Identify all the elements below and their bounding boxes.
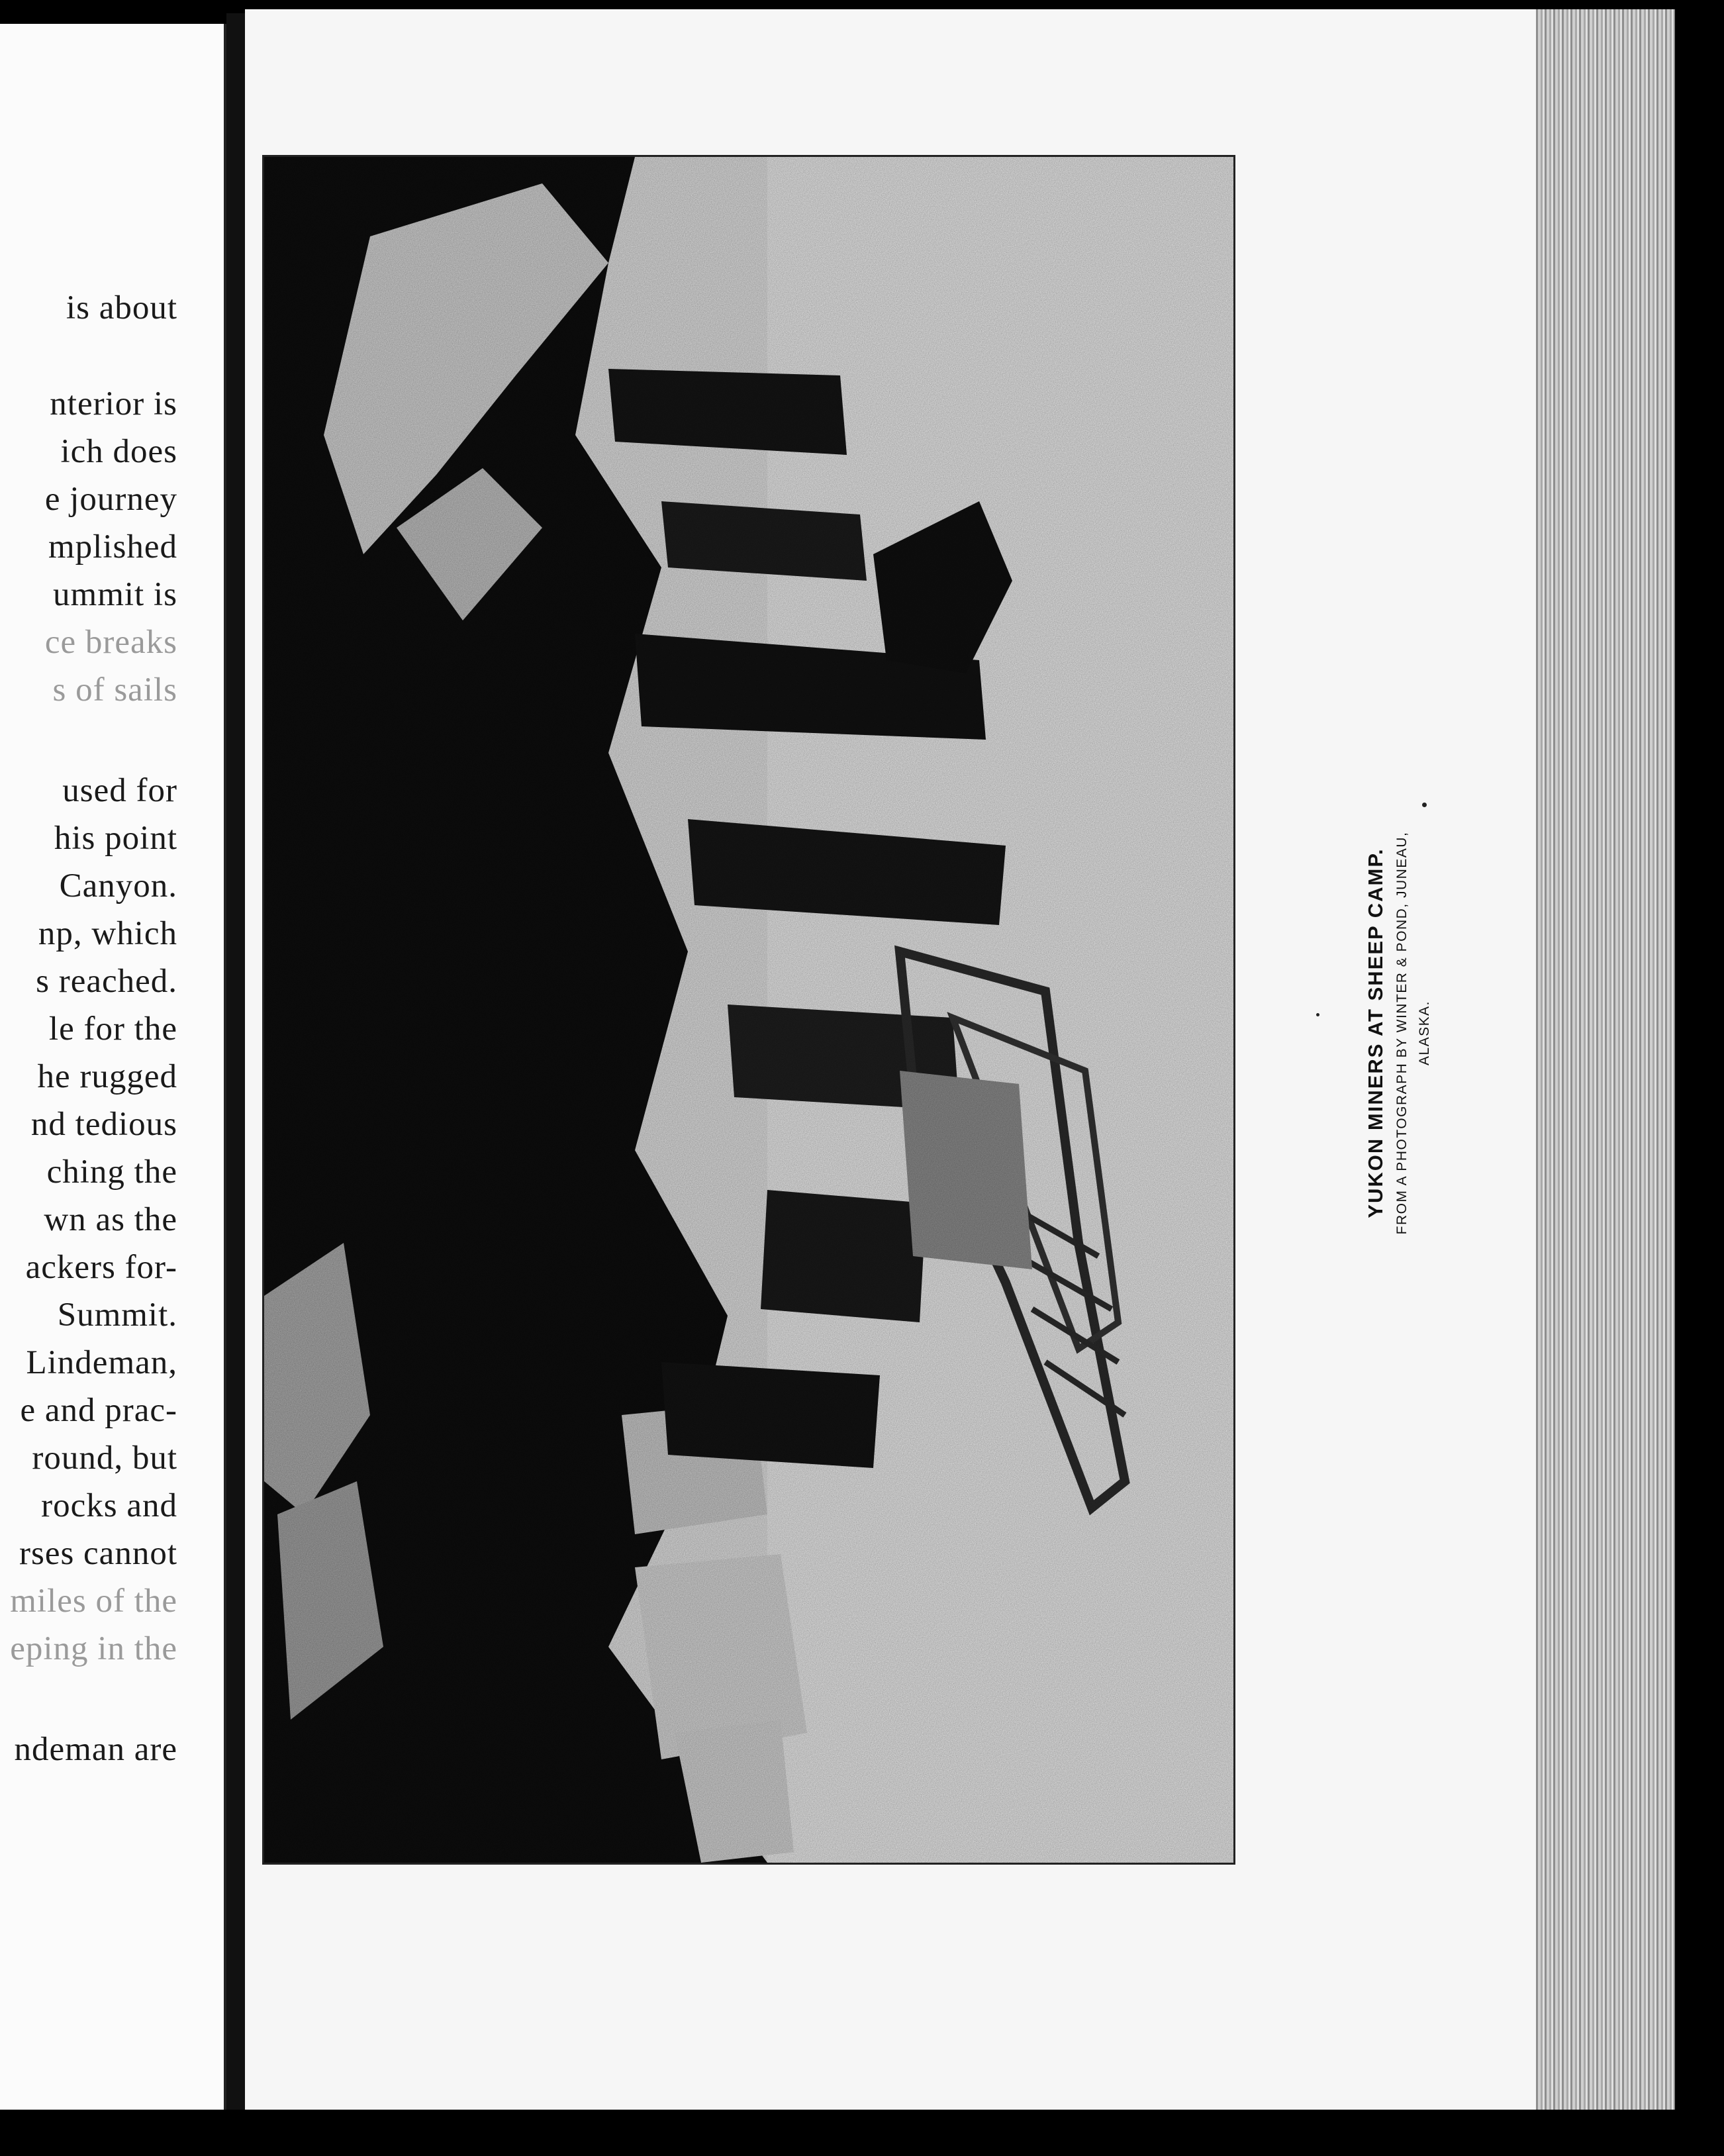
left-page-line: s reached. [36,963,177,1000]
left-page-line: e and prac- [20,1392,177,1429]
left-page-line: round, but [32,1440,177,1477]
left-page-line: nd tedious [30,1106,177,1143]
left-page-line: np, which [38,915,177,952]
photo-image [264,157,1233,1863]
left-page-line: wn as the [44,1201,177,1238]
left-page-line: s of sails [52,671,177,709]
left-page-line: Lindeman, [26,1344,177,1381]
left-page-line: used for [62,772,177,809]
left-page-line: ce breaks [44,624,177,661]
caption-title: YUKON MINERS AT SHEEP CAMP. [1364,848,1387,1218]
left-page [0,24,226,2110]
left-page-line: ummit is [53,576,177,613]
scan-border-bottom [0,2110,1724,2156]
left-page-line: eping in the [10,1630,177,1667]
photo-caption [1361,801,1447,1265]
paper-speck [1316,1013,1319,1016]
left-page-line: ching the [46,1153,177,1191]
left-page-line: he rugged [37,1058,177,1095]
left-page-line: le for the [48,1010,177,1048]
left-page-line: Summit. [57,1297,177,1334]
left-page-line: nterior is [50,385,177,422]
left-page-line: Canyon. [59,867,177,905]
scan-border-right [1675,0,1724,2156]
left-page-line: his point [54,820,177,857]
left-page-line: ndeman are [14,1731,177,1768]
photo-plate [262,155,1235,1865]
paper-speck [1422,803,1427,807]
caption-credit: FROM A PHOTOGRAPH BY WINTER & POND, JUNEAU, ALASKA. [1394,831,1432,1235]
left-page-line: is about [66,289,177,326]
left-page-line: rses cannot [19,1535,177,1572]
left-page-line: mplished [48,528,177,565]
left-page-line: ackers for- [25,1249,177,1286]
book-gutter [226,13,245,2126]
left-page-line: miles of the [10,1583,177,1620]
left-page-line: rocks and [41,1487,177,1524]
left-page-line: e journey [44,481,177,518]
page-edges [1536,9,1686,2115]
left-page-line: ich does [60,433,177,470]
